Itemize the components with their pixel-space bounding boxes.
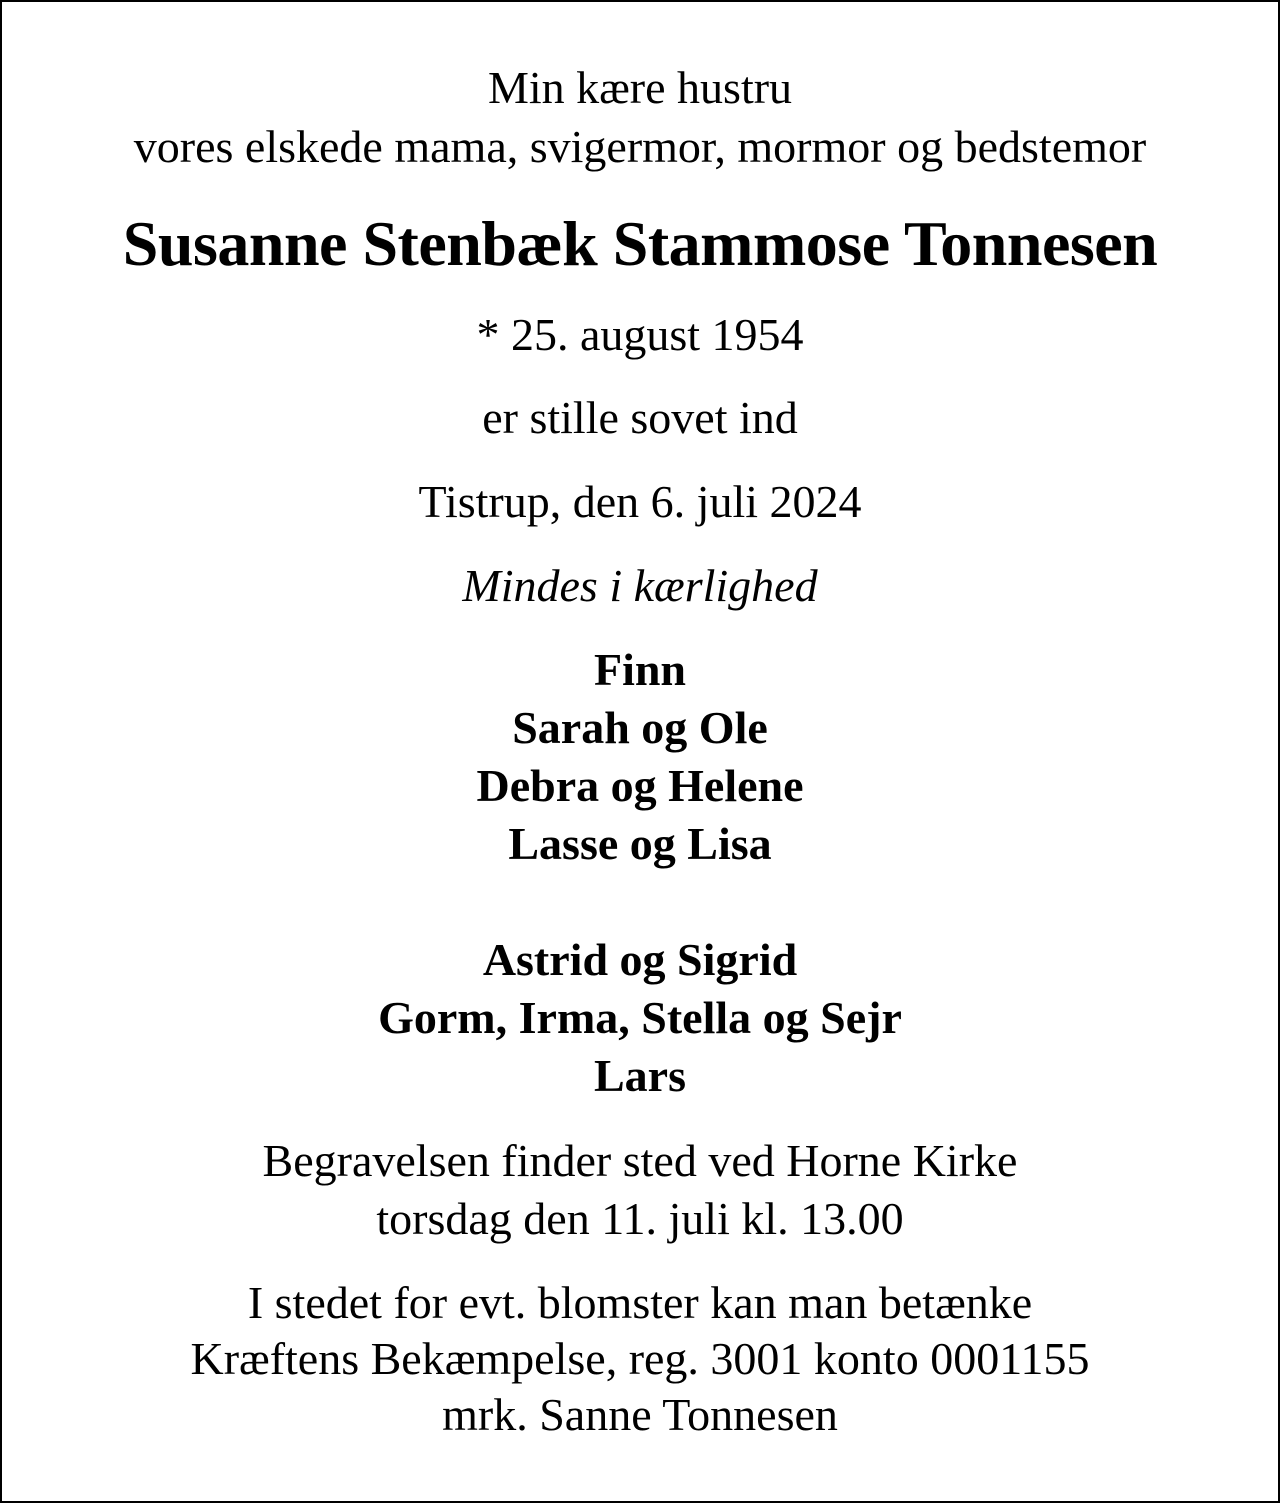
intro-line-1: Min kære hustru bbox=[487, 62, 793, 113]
family-member: Finn bbox=[593, 644, 687, 695]
intro-line-2: vores elskede mama, svigermor, mormor og bedstemor bbox=[133, 121, 1147, 172]
passed-text: er stille sovet ind bbox=[482, 392, 798, 443]
family-member: Debra og Helene bbox=[476, 760, 804, 811]
family-member: Sarah og Ole bbox=[512, 702, 768, 753]
family-member: Gorm, Irma, Stella og Sejr bbox=[378, 992, 902, 1043]
donation-line-1: I stedet for evt. blomster kan man betænke bbox=[247, 1277, 1033, 1328]
family-member: Astrid og Sigrid bbox=[482, 934, 798, 985]
funeral-line-2: torsdag den 11. juli kl. 13.00 bbox=[376, 1193, 904, 1244]
family-member: Lars bbox=[594, 1050, 686, 1101]
deceased-name: Susanne Stenbæk Stammose Tonnesen bbox=[122, 208, 1158, 279]
birth-date: * 25. august 1954 bbox=[476, 309, 804, 360]
remembrance-text: Mindes i kærlighed bbox=[462, 560, 818, 611]
donation-line-2: Kræftens Bekæmpelse, reg. 3001 konto 0001155 bbox=[190, 1333, 1090, 1384]
donation-line-3: mrk. Sanne Tonnesen bbox=[442, 1389, 838, 1440]
place-and-date: Tistrup, den 6. juli 2024 bbox=[418, 476, 862, 527]
family-member: Lasse og Lisa bbox=[508, 818, 772, 869]
funeral-line-1: Begravelsen finder sted ved Horne Kirke bbox=[262, 1135, 1018, 1186]
